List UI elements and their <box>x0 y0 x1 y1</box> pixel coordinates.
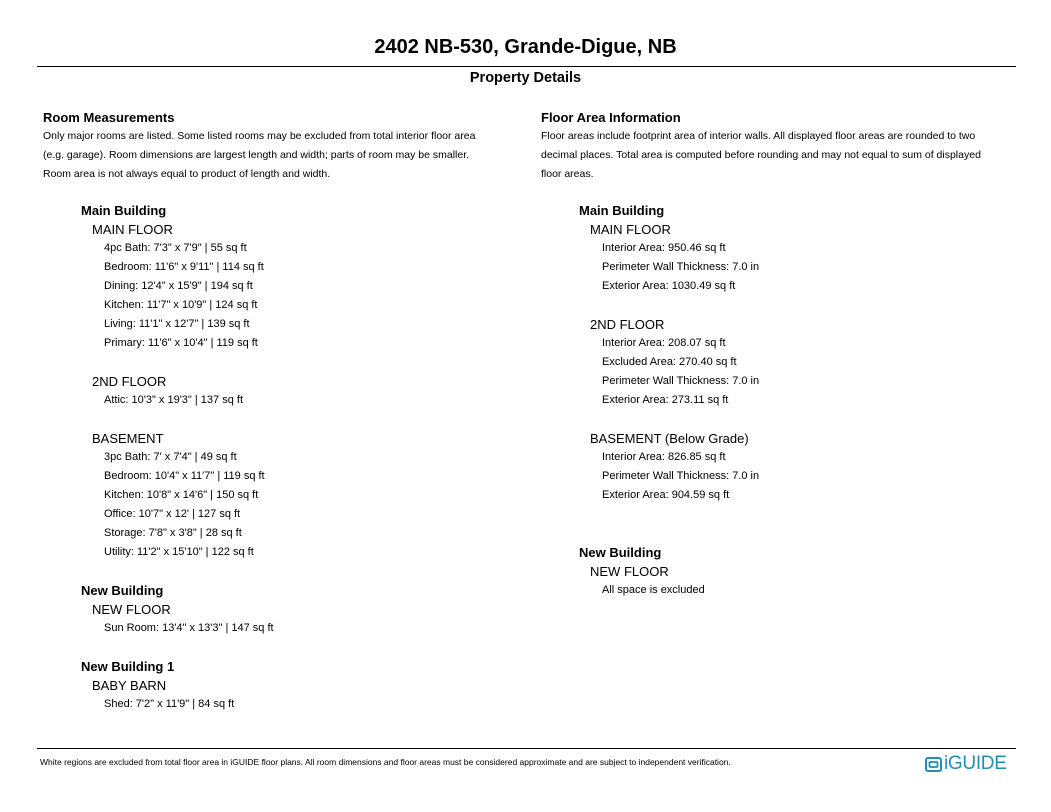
floor-area-description-line: floor areas. <box>541 168 594 180</box>
page-subtitle: Property Details <box>469 70 582 86</box>
room-measurements-description-line: Room area is not always equal to product of length and width. <box>43 168 331 180</box>
list-item: Kitchen: 11'7" x 10'9" | 124 sq ft <box>104 299 258 311</box>
list-item: Storage: 7'8" x 3'8" | 28 sq ft <box>104 527 242 539</box>
floor-area-description-line: decimal places. Total area is computed before rounding and may not equal to sum of displayed <box>541 149 981 161</box>
floor-name: BASEMENT <box>92 431 164 446</box>
page-title: 2402 NB-530, Grande-Digue, NB <box>374 36 677 58</box>
list-item: Bedroom: 10'4" x 11'7" | 119 sq ft <box>104 470 265 482</box>
room-measurements-description-line: (e.g. garage). Room dimensions are largest length and width; parts of room may be smaller. <box>43 149 470 161</box>
floor-area-section <box>541 109 1026 619</box>
list-item: Interior Area: 208.07 sq ft <box>602 337 726 349</box>
list-item: Bedroom: 11'6" x 9'11" | 114 sq ft <box>104 261 264 273</box>
footer-divider <box>37 748 1016 749</box>
list-item: Kitchen: 10'8" x 14'6" | 150 sq ft <box>104 489 259 501</box>
floor-name: 2ND FLOOR <box>92 374 167 389</box>
building-name: Main Building <box>579 203 665 218</box>
list-item: Perimeter Wall Thickness: 7.0 in <box>602 375 760 387</box>
list-item: Shed: 7'2" x 11'9" | 84 sq ft <box>104 698 235 710</box>
list-item: Interior Area: 826.85 sq ft <box>602 451 726 463</box>
header-divider <box>37 66 1016 67</box>
floor-name: MAIN FLOOR <box>590 222 671 237</box>
list-item: Attic: 10'3" x 19'3" | 137 sq ft <box>104 394 243 406</box>
room-measurements-list <box>81 201 523 733</box>
footer-disclaimer: White regions are excluded from total floor area in iGUIDE floor plans. All room dimensions and floor areas must be considered approximate and are subject to independent verification. <box>40 757 731 767</box>
floor-name: BABY BARN <box>92 678 167 693</box>
building-name: New Building <box>81 583 164 598</box>
list-item: Primary: 11'6" x 10'4" | 119 sq ft <box>104 337 258 349</box>
building-name: New Building <box>579 545 662 560</box>
list-item: 3pc Bath: 7' x 7'4" | 49 sq ft <box>104 451 237 463</box>
floor-area-description-line: Floor areas include footprint area of interior walls. All displayed floor areas are rounded to two <box>541 130 976 142</box>
list-item: Dining: 12'4" x 15'9" | 194 sq ft <box>104 280 253 292</box>
list-item: Living: 11'1" x 12'7" | 139 sq ft <box>104 318 250 330</box>
list-item: Utility: 11'2" x 15'10" | 122 sq ft <box>104 546 254 558</box>
list-item: All space is excluded <box>602 584 705 596</box>
list-item: Office: 10'7" x 12' | 127 sq ft <box>104 508 241 520</box>
room-measurements-description-line: Only major rooms are listed. Some listed rooms may be excluded from total interior floor area <box>43 130 476 142</box>
building-name: Main Building <box>81 203 167 218</box>
floor-name: MAIN FLOOR <box>92 222 173 237</box>
list-item: 4pc Bath: 7'3" x 7'9" | 55 sq ft <box>104 242 247 254</box>
list-item: Perimeter Wall Thickness: 7.0 in <box>602 470 760 482</box>
floor-area-title: Floor Area Information <box>541 110 681 125</box>
iguide-logo-icon <box>925 756 942 773</box>
list-item: Exterior Area: 1030.49 sq ft <box>602 280 736 292</box>
iguide-logo-text: iGUIDE <box>944 753 1007 774</box>
list-item: Exterior Area: 904.59 sq ft <box>602 489 730 501</box>
list-item: Interior Area: 950.46 sq ft <box>602 242 726 254</box>
floor-area-list <box>579 201 1026 619</box>
floor-name: 2ND FLOOR <box>590 317 665 332</box>
list-item: Excluded Area: 270.40 sq ft <box>602 356 737 368</box>
floor-name: NEW FLOOR <box>92 602 171 617</box>
room-measurements-title: Room Measurements <box>43 110 175 125</box>
list-item: Perimeter Wall Thickness: 7.0 in <box>602 261 760 273</box>
list-item: Sun Room: 13'4" x 13'3" | 147 sq ft <box>104 622 274 634</box>
iguide-logo <box>925 752 1007 776</box>
building-name: New Building 1 <box>81 659 175 674</box>
floor-name: BASEMENT (Below Grade) <box>590 431 749 446</box>
list-item: Exterior Area: 273.11 sq ft <box>602 394 729 406</box>
floor-name: NEW FLOOR <box>590 564 669 579</box>
room-measurements-section <box>43 109 523 733</box>
